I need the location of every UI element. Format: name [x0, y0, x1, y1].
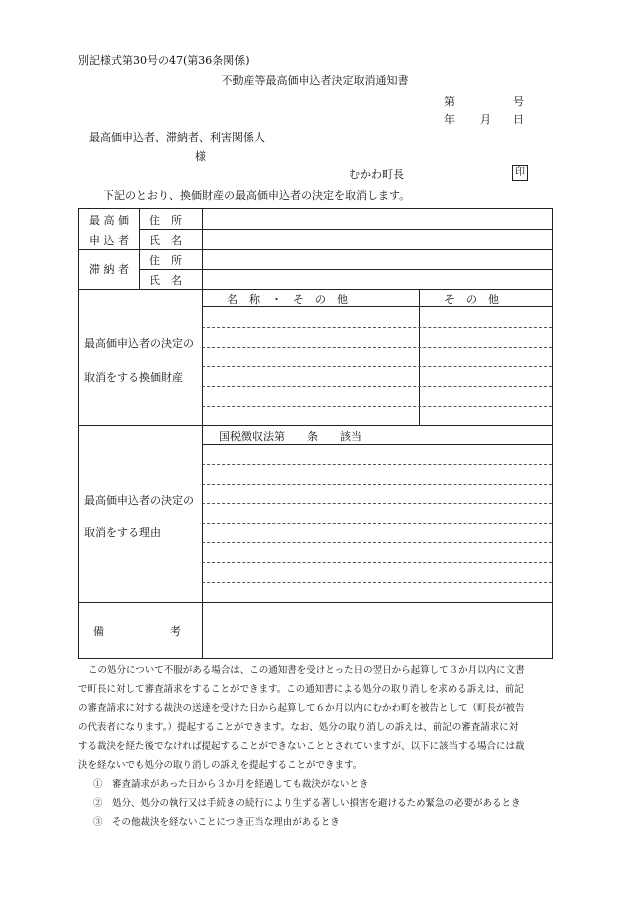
property-label-1: 最高価申込者の決定の — [84, 337, 194, 350]
intro-text: 下記のとおり、換価財産の最高価申込者の決定を取消します。 — [103, 189, 411, 202]
property-header-name: 名 称 ・ そ の 他 — [227, 293, 348, 306]
seal-mark: 印 — [512, 165, 528, 181]
delinquent-label: 滞 納 者 — [89, 263, 129, 276]
form-number: 別記様式第30号の47(第36条関係) — [78, 54, 250, 67]
date-year: 年 — [444, 113, 455, 126]
addressee: 最高価申込者、滞納者、利害関係人 — [89, 131, 265, 144]
note-line: する裁決を経た後でなければ提起することができないこととされていますが、以下に該当する場合には裁 — [78, 741, 525, 752]
note-item: ③ その他裁決を経ないことにつき正当な理由があるとき — [93, 817, 340, 828]
number-label-2: 号 — [513, 95, 524, 108]
number-label-1: 第 — [444, 95, 455, 108]
bidder-label-2: 申 込 者 — [89, 234, 129, 247]
bidder-name-label: 氏 名 — [149, 234, 182, 247]
bidder-address-label: 住 所 — [149, 214, 182, 227]
document-title: 不動産等最高価申込者決定取消通知書 — [221, 74, 409, 87]
issuer-name: むかわ町長 — [349, 168, 404, 181]
date-month: 月 — [480, 113, 491, 126]
reason-label-1: 最高価申込者の決定の — [84, 494, 194, 507]
property-label-2: 取消をする換価財産 — [84, 371, 183, 384]
note-line: で町長に対して審査請求をすることができます。この通知書による処分の取り消しを求める訴えは、前記 — [78, 684, 524, 695]
notice-form-table — [78, 208, 553, 659]
date-day: 日 — [513, 113, 524, 126]
honorific: 様 — [195, 150, 206, 163]
delinquent-name-label: 氏 名 — [149, 274, 182, 287]
note-line: この処分について不服がある場合は、この通知書を受けとった日の翌日から起算して３か月以内に文書 — [88, 665, 525, 676]
note-line: の代表者になります。）提起することができます。なお、処分の取り消しの訴えは、前記の審査請求に対 — [78, 722, 519, 733]
remarks-label: 備 考 — [93, 625, 181, 638]
note-item: ② 処分、処分の執行又は手続きの続行により生ずる著しい損害を避けるため緊急の必要があるとき — [93, 798, 521, 809]
note-line: の審査請求に対する裁決の送達を受けた日から起算して６か月以内にむかわ町を被告として（町長が被告 — [78, 703, 525, 714]
reason-law-text: 国税徴収法第 条 該当 — [219, 430, 362, 443]
bidder-label-1: 最 高 価 — [89, 214, 129, 227]
property-header-other: そ の 他 — [444, 293, 499, 306]
note-item: ① 審査請求があった日から３か月を経過しても裁決がないとき — [93, 779, 369, 790]
delinquent-address-label: 住 所 — [149, 254, 182, 267]
note-line: 決を経ないでも処分の取り消しの訴えを提起することができます。 — [78, 760, 363, 771]
reason-label-2: 取消をする理由 — [84, 526, 161, 539]
